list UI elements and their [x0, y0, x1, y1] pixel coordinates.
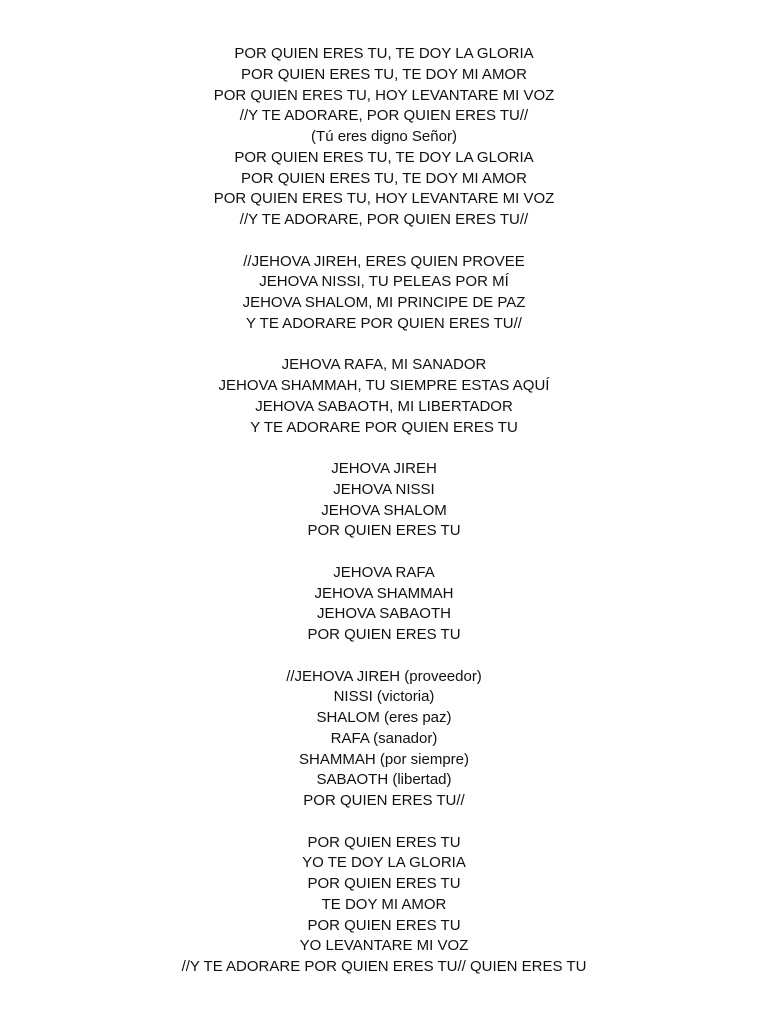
- lyric-line: POR QUIEN ERES TU: [307, 626, 461, 643]
- lyric-line: //JEHOVA JIREH (proveedor): [286, 667, 482, 685]
- lyric-line: POR QUIEN ERES TU, TE DOY LA GLORIA: [234, 148, 534, 166]
- stanza-4: [0, 459, 768, 542]
- stanza-6: [0, 667, 768, 812]
- lyric-line: JEHOVA NISSI, TU PELEAS POR MÍ: [259, 273, 509, 291]
- lyric-line: TE DOY MI AMOR: [321, 895, 447, 913]
- lyric-line: //Y TE ADORARE POR QUIEN ERES TU// QUIEN ERES TU: [181, 958, 587, 975]
- lyric-line: POR QUIEN ERES TU: [307, 833, 461, 851]
- lyric-line: JEHOVA RAFA, MI SANADOR: [281, 356, 487, 374]
- lyric-line: NISSI (victoria): [333, 688, 435, 706]
- lyric-line: //Y TE ADORARE, POR QUIEN ERES TU//: [239, 107, 529, 125]
- lyric-line: Y TE ADORARE POR QUIEN ERES TU//: [246, 314, 522, 332]
- lyric-line: JEHOVA SHALOM, MI PRINCIPE DE PAZ: [242, 294, 526, 311]
- lyric-line: RAFA (sanador): [330, 729, 438, 747]
- stanza-7: [0, 833, 768, 978]
- lyric-line: POR QUIEN ERES TU, TE DOY MI AMOR: [241, 65, 527, 83]
- lyric-line: //JEHOVA JIREH, ERES QUIEN PROVEE: [243, 252, 525, 270]
- lyric-line: POR QUIEN ERES TU: [307, 875, 461, 892]
- lyric-line: POR QUIEN ERES TU, TE DOY MI AMOR: [241, 169, 527, 187]
- lyric-line: POR QUIEN ERES TU, HOY LEVANTARE MI VOZ: [213, 190, 555, 208]
- lyric-line: POR QUIEN ERES TU//: [303, 792, 465, 809]
- stanza-1: [0, 44, 768, 231]
- lyric-line: Y TE ADORARE POR QUIEN ERES TU: [250, 418, 518, 436]
- lyric-line: POR QUIEN ERES TU: [307, 916, 461, 934]
- lyric-line: JEHOVA SHAMMAH: [314, 584, 454, 602]
- stanza-2: [0, 252, 768, 335]
- lyric-line: JEHOVA JIREH: [331, 460, 437, 477]
- lyric-line: YO TE DOY LA GLORIA: [302, 854, 466, 872]
- lyric-line: JEHOVA SHAMMAH, TU SIEMPRE ESTAS AQUÍ: [218, 377, 550, 394]
- stanza-3: [0, 355, 768, 438]
- lyric-line: POR QUIEN ERES TU, TE DOY LA GLORIA: [234, 45, 534, 62]
- lyric-line: SHAMMAH (por siempre): [298, 750, 470, 768]
- lyric-line: SABAOTH (libertad): [316, 771, 452, 789]
- lyric-line: (Tú eres digno Señor): [311, 128, 457, 145]
- lyric-line: JEHOVA SABAOTH, MI LIBERTADOR: [255, 397, 513, 415]
- lyric-line: JEHOVA RAFA: [333, 563, 435, 581]
- lyric-line: POR QUIEN ERES TU, HOY LEVANTARE MI VOZ: [213, 86, 555, 104]
- lyric-line: YO LEVANTARE MI VOZ: [299, 937, 469, 955]
- lyric-line: SHALOM (eres paz): [316, 709, 452, 726]
- lyrics-body: [0, 44, 768, 978]
- lyric-line: POR QUIEN ERES TU: [307, 522, 461, 540]
- lyric-line: JEHOVA SHALOM: [321, 501, 447, 519]
- lyric-line: JEHOVA NISSI: [333, 480, 435, 498]
- stanza-5: [0, 563, 768, 646]
- lyric-line: JEHOVA SABAOTH: [317, 605, 451, 623]
- lyric-line: //Y TE ADORARE, POR QUIEN ERES TU//: [239, 211, 529, 228]
